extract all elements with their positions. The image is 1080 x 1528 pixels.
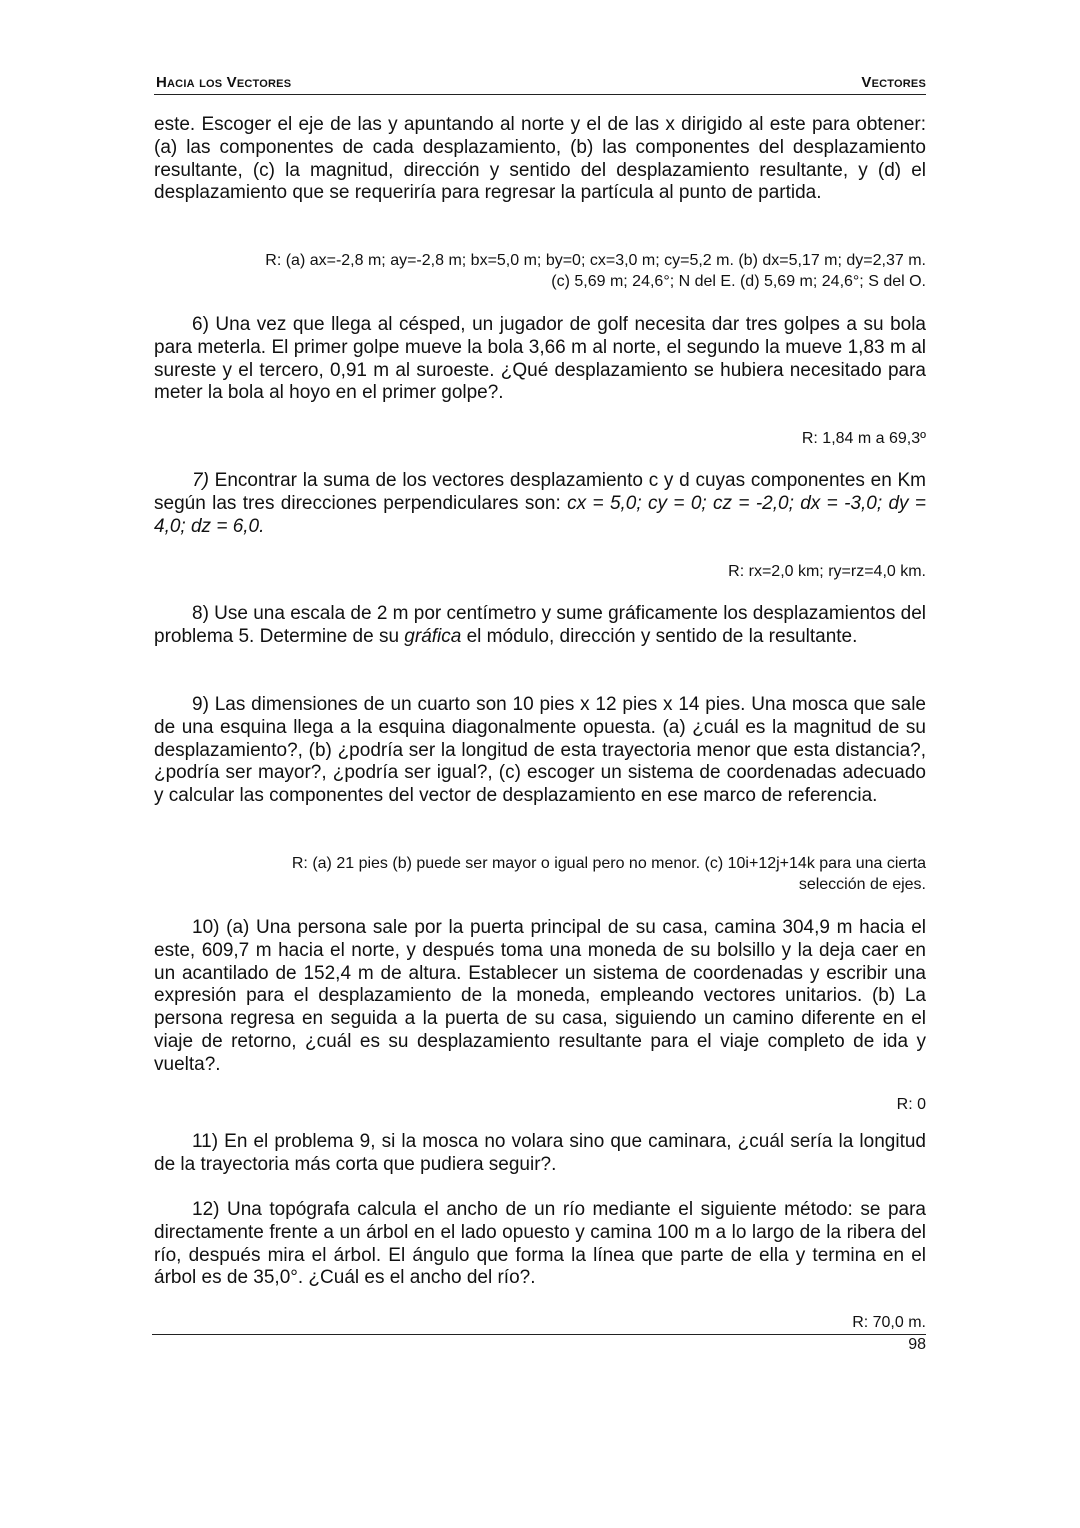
- problem-8-emphasis: gráfica: [404, 625, 462, 647]
- answer-7: [154, 561, 926, 582]
- answer-10: [154, 1094, 926, 1115]
- answer-5-line-2: (c) 5,69 m; 24,6°; N del E. (d) 5,69 m; 24,6°; S del O.: [551, 273, 926, 290]
- problem-8-text-a: 8) Use una escala de 2 m por centímetro y sume gráficamente los desplazamientos del problema 5. Determine de su: [154, 603, 926, 647]
- header-right-title: Vectores: [861, 74, 926, 91]
- problem-7-values: cx = 5,0; cy = 0; cz = -2,0; dx = -3,0; dy = 4,0; dz = 6,0.: [154, 492, 927, 537]
- problem-6-text: 6) Una vez que llega al césped, un jugador de golf necesita dar tres golpes a su bola para meterla. El primer golpe mueve la bola 3,66 m al norte, el segundo la mueve 1,83 m al sureste y el tercero, 0,91 m al suroeste. ¿Qué desplazamiento se hubiera necesitado para meter la bola al hoyo en el primer golpe?.: [154, 314, 926, 404]
- problem-7: [154, 470, 926, 538]
- header-left-title: Hacia los Vectores: [156, 74, 292, 91]
- problem-8: [154, 603, 926, 649]
- footer-rule: [152, 1334, 926, 1335]
- answer-6: [154, 428, 926, 449]
- answer-9: [154, 853, 926, 895]
- answer-12: [154, 1312, 926, 1333]
- problem-6: [154, 314, 926, 405]
- problem-11: [154, 1131, 926, 1177]
- problem-5-tail: [154, 114, 926, 205]
- page-number: 98: [908, 1336, 926, 1353]
- problem-10: [154, 917, 926, 1077]
- answer-6-text: R: 1,84 m a 69,3º: [801, 430, 926, 447]
- answer-9-line-2: selección de ejes.: [798, 876, 926, 893]
- answer-9-line-1: R: (a) 21 pies (b) puede ser mayor o igual pero no menor. (c) 10i+12j+14k para una cierta: [291, 855, 926, 872]
- problem-11-text: 11) En el problema 9, si la mosca no volara sino que caminara, ¿cuál sería la longitud de la trayectoria más corta que pudiera seguir?.: [154, 1131, 926, 1175]
- answer-10-text: R: 0: [896, 1096, 926, 1113]
- problem-5-text: este. Escoger el eje de las y apuntando al norte y el de las x dirigido al este para obtener: (a) las componentes de cada desplazamiento, (b) las componentes del desplazamiento resultante, (c) la magnitud, dirección y sentido del desplazamiento resultante, y (d) el desplazamiento que se requeriría para regresar la partícula al punto de partida.: [154, 114, 926, 204]
- page-header: [154, 72, 926, 95]
- answer-5: [154, 250, 926, 292]
- problem-9: [154, 694, 926, 808]
- problem-12: [154, 1199, 926, 1290]
- problem-10-text: 10) (a) Una persona sale por la puerta principal de su casa, camina 304,9 m hacia el este, 609,7 m hacia el norte, y después toma una moneda de su bolsillo y la deja caer en un acantilado de 152,4 m de altura. Establecer un sistema de coordenadas y escribir una expresión para el desplazamiento de la moneda, empleando vectores unitarios. (b) La persona regresa en seguida a la puerta de su casa, siguiendo un camino diferente en el viaje de retorno, ¿cuál es su desplazamiento resultante para el viaje completo de ida y vuelta?.: [154, 917, 926, 1075]
- answer-12-text: R: 70,0 m.: [852, 1314, 926, 1331]
- problem-7-text: Encontrar la suma de los vectores desplazamiento c y d cuyas componentes en Km según las tres direcciones perpendiculares son:: [154, 470, 926, 514]
- problem-9-text: 9) Las dimensiones de un cuarto son 10 pies x 12 pies x 14 pies. Una mosca que sale de una esquina llega a la esquina diagonalmente opuesta. (a) ¿cuál es la magnitud de su desplazamiento?, (b) ¿podría ser la longitud de esta trayectoria menor que esta distancia?, ¿podría ser mayor?, ¿podría ser igual?, (c) escoger un sistema de coordenadas adecuado y calcular las componentes del vector de desplazamiento en ese marco de referencia.: [154, 694, 926, 807]
- answer-5-line-1: R: (a) ax=-2,8 m; ay=-2,8 m; bx=5,0 m; by=0; cx=3,0 m; cy=5,2 m. (b) dx=5,17 m; dy=2,37 m.: [265, 252, 926, 269]
- problem-12-text: 12) Una topógrafa calcula el ancho de un río mediante el siguiente método: se para directamente frente a un árbol en el lado opuesto y camina 100 m a lo largo de la ribera del río, después mira el árbol. El ángulo que forma la línea que parte de ella y termina en el árbol es de 35,0°. ¿Cuál es el ancho del río?.: [154, 1199, 926, 1289]
- problem-7-number: 7): [192, 470, 209, 491]
- answer-7-text: R: rx=2,0 km; ry=rz=4,0 km.: [728, 563, 926, 580]
- problem-8-text-b: el módulo, dirección y sentido de la resultante.: [466, 625, 858, 647]
